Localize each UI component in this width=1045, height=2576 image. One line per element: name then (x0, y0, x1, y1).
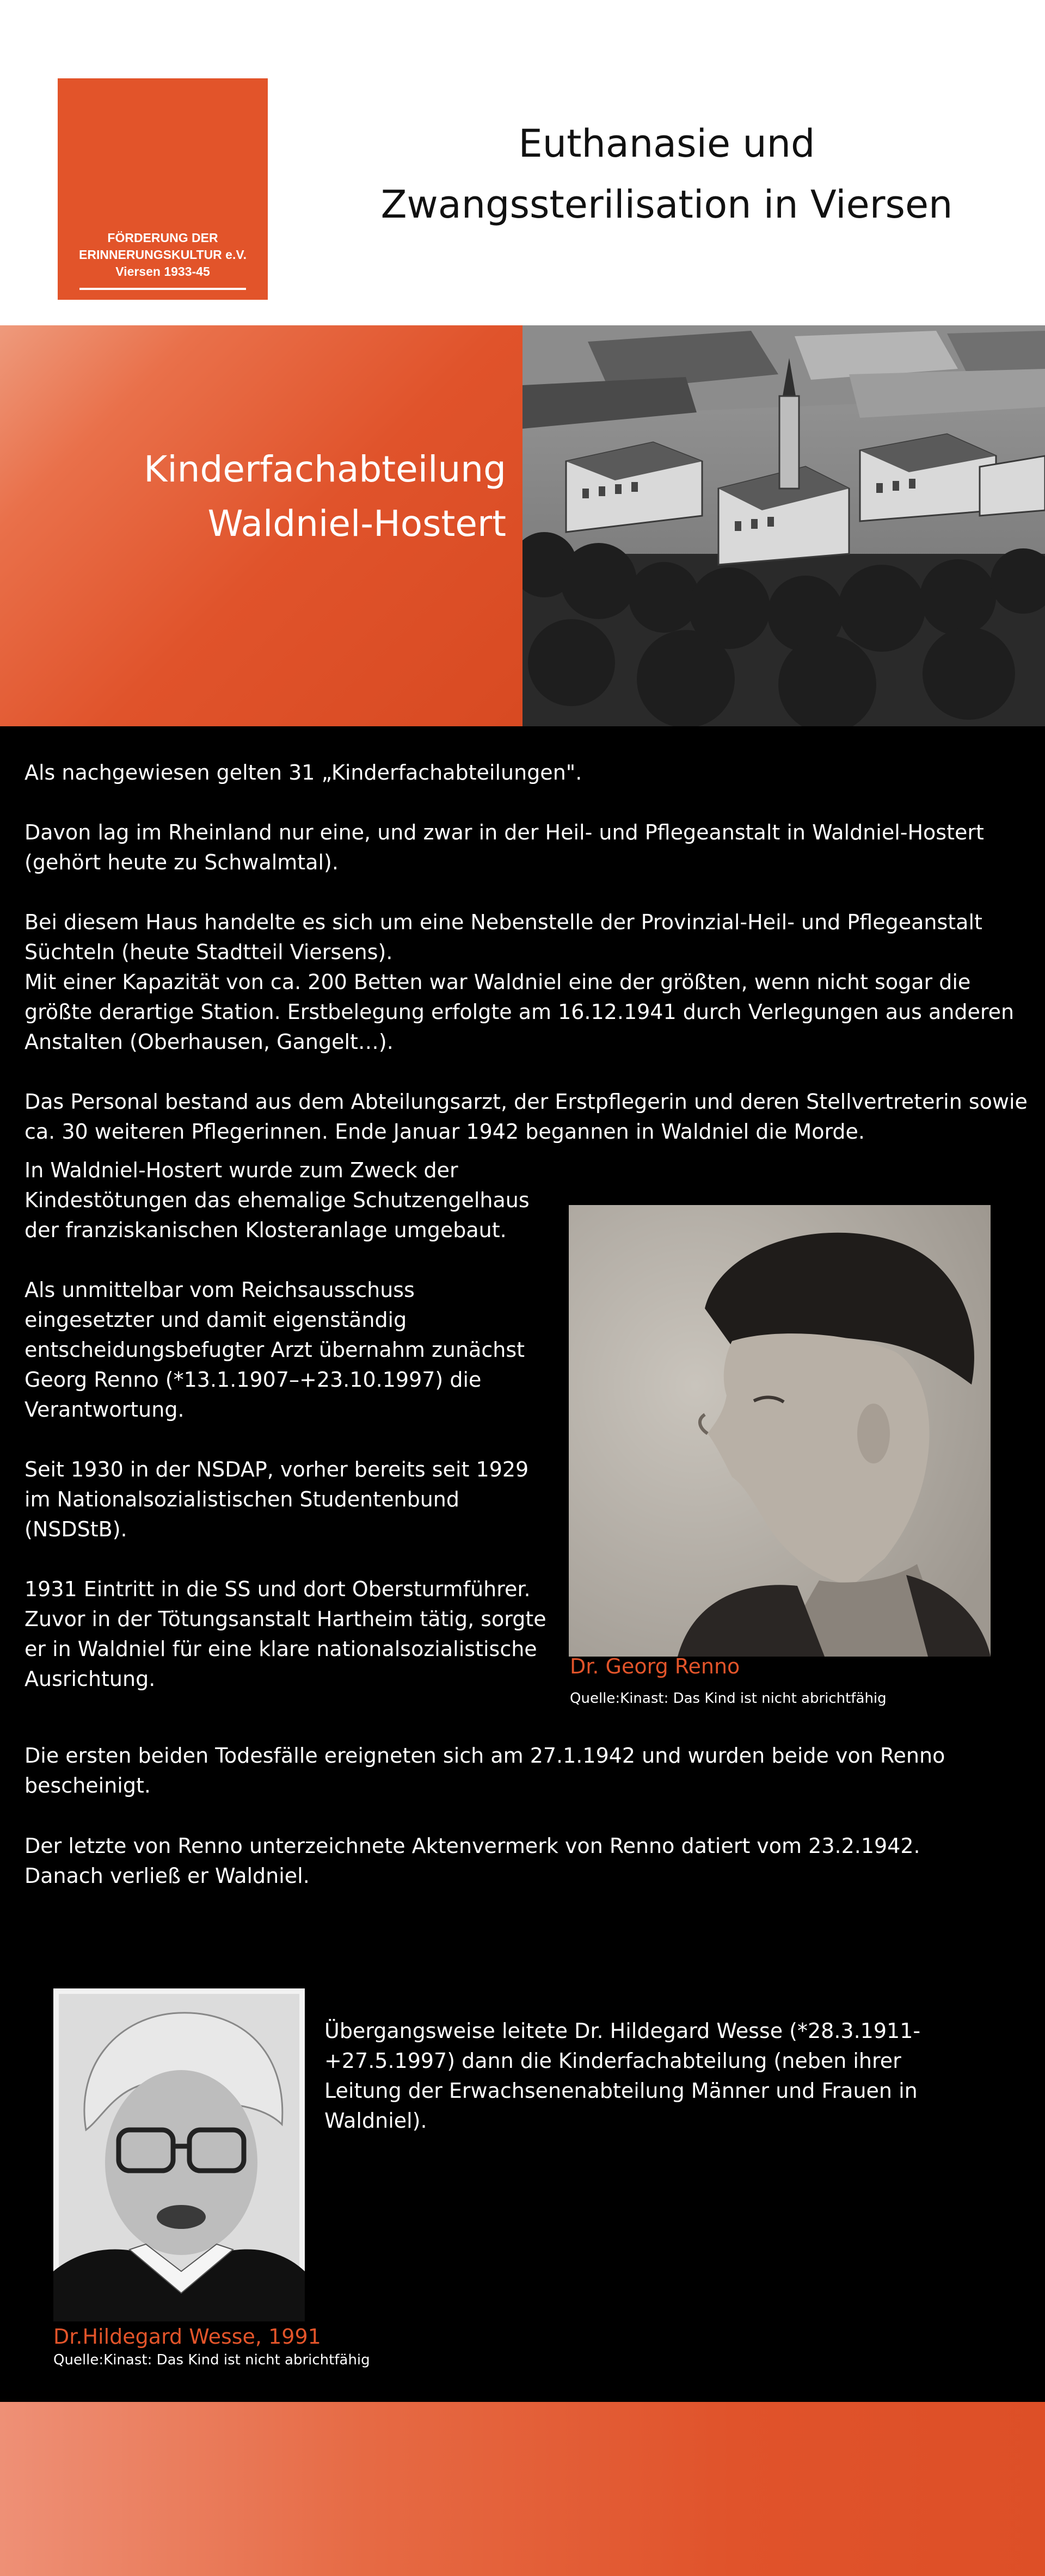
nsdap-text: Seit 1930 in der NSDAP, vorher bereits seit 1929 im Nationalsozialistischen Studentenbund (NSDStB). (24, 1457, 529, 1541)
intro-paragraph (24, 758, 1021, 788)
wesse-caption: Dr.Hildegard Wesse, 1991 (53, 2325, 321, 2349)
page-title-line-2: Zwangssterilisation in Viersen (380, 182, 953, 227)
logo-line-1: FÖRDERUNG DER (107, 231, 218, 245)
first-deaths-paragraph (24, 1741, 1021, 1801)
intro-text: Als nachgewiesen gelten 31 „Kinderfachabteilungen". (24, 761, 582, 784)
logo-line-3: Viersen 1933-45 (115, 264, 210, 279)
renno-portrait (569, 1205, 991, 1657)
ss-text: 1931 Eintritt in die SS und dort Obersturmführer. Zuvor in der Tötungsanstalt Hartheim tätig, sorgte er in Waldniel für eine klare nationalsozialistische Ausrichtung. (24, 1577, 546, 1691)
wesse-paragraph (324, 2016, 978, 2136)
renno-appointment-text: Als unmittelbar vom Reichsausschuss eingesetzter und damit eigenständig entscheidungsbefugter Arzt übernahm zunächst Georg Renno (*13.1.1907–+23.10.1997) die Verantwortung. (24, 1278, 525, 1422)
footer-band (0, 2402, 1045, 2576)
house-paragraph (24, 907, 1021, 1057)
rhineland-paragraph (24, 818, 1021, 878)
last-memo-text-b: Danach verließ er Waldniel. (24, 1864, 310, 1888)
staff-paragraph (24, 1087, 1031, 1147)
conversion-text: In Waldniel-Hostert wurde zum Zweck der Kindestötungen das ehemalige Schutzengelhaus der franziskanischen Klosteranlage umgebaut. (24, 1158, 530, 1242)
wesse-text: Übergangsweise leitete Dr. Hildegard Wesse (*28.3.1911-+27.5.1997) dann die Kinderfachabteilung (neben ihrer Leitung der Erwachsenenabteilung Männer und Frauen in Waldniel). (324, 2019, 921, 2133)
last-memo-paragraph (24, 1831, 1021, 1891)
last-memo-text-a: Der letzte von Renno unterzeichnete Aktenvermerk von Renno datiert vom 23.2.1942. (24, 1834, 920, 1858)
logo-line-2: ERINNERUNGSKULTUR e.V. (79, 248, 247, 262)
rhineland-text: Davon lag im Rheinland nur eine, und zwar in der Heil- und Pflegeanstalt in Waldniel-Hostert (gehört heute zu Schwalmtal). (24, 820, 984, 874)
header (0, 0, 1045, 325)
section-title-line-2: Waldniel-Hostert (207, 503, 506, 545)
page-title (327, 113, 1007, 235)
aerial-photo-monastery (522, 325, 1045, 726)
logo-text (58, 230, 268, 280)
page-title-line-1: Euthanasie und (518, 121, 815, 166)
staff-text: Das Personal bestand aus dem Abteilungsarzt, der Erstpflegerin und deren Stellvertreterin sowie ca. 30 weiteren Pflegerinnen. Ende Januar 1942 begannen in Waldniel die Morde. (24, 1090, 1028, 1144)
renno-caption: Dr. Georg Renno (570, 1654, 740, 1678)
banner (0, 325, 1045, 726)
section-title (144, 442, 506, 551)
section-title-line-1: Kinderfachabteilung (144, 448, 506, 490)
wesse-portrait (53, 1988, 305, 2321)
renno-portrait-illustration (569, 1205, 991, 1657)
renno-source: Quelle:Kinast: Das Kind ist nicht abrichtfähig (570, 1690, 887, 1707)
wesse-portrait-illustration (53, 1988, 305, 2321)
renno-column (24, 1156, 547, 1694)
aerial-photo-illustration (522, 325, 1045, 726)
first-deaths-text: Die ersten beiden Todesfälle ereigneten sich am 27.1.1942 und wurden beide von Renno bescheinigt. (24, 1744, 945, 1797)
association-logo (58, 78, 268, 300)
house-text-b: Mit einer Kapazität von ca. 200 Betten war Waldniel eine der größten, wenn nicht sogar die größte derartige Station. Erstbelegung erfolgte am 16.12.1941 durch Verlegungen aus anderen Anstalten (Oberhausen, Gangelt…). (24, 970, 1015, 1054)
house-text-a: Bei diesem Haus handelte es sich um eine Nebenstelle der Provinzial-Heil- und Pflegeanstalt Süchteln (heute Stadtteil Viersens). (24, 910, 982, 964)
wesse-source: Quelle:Kinast: Das Kind ist nicht abrichtfähig (53, 2352, 370, 2368)
logo-underline (79, 288, 246, 290)
banner-title-panel (0, 325, 522, 726)
